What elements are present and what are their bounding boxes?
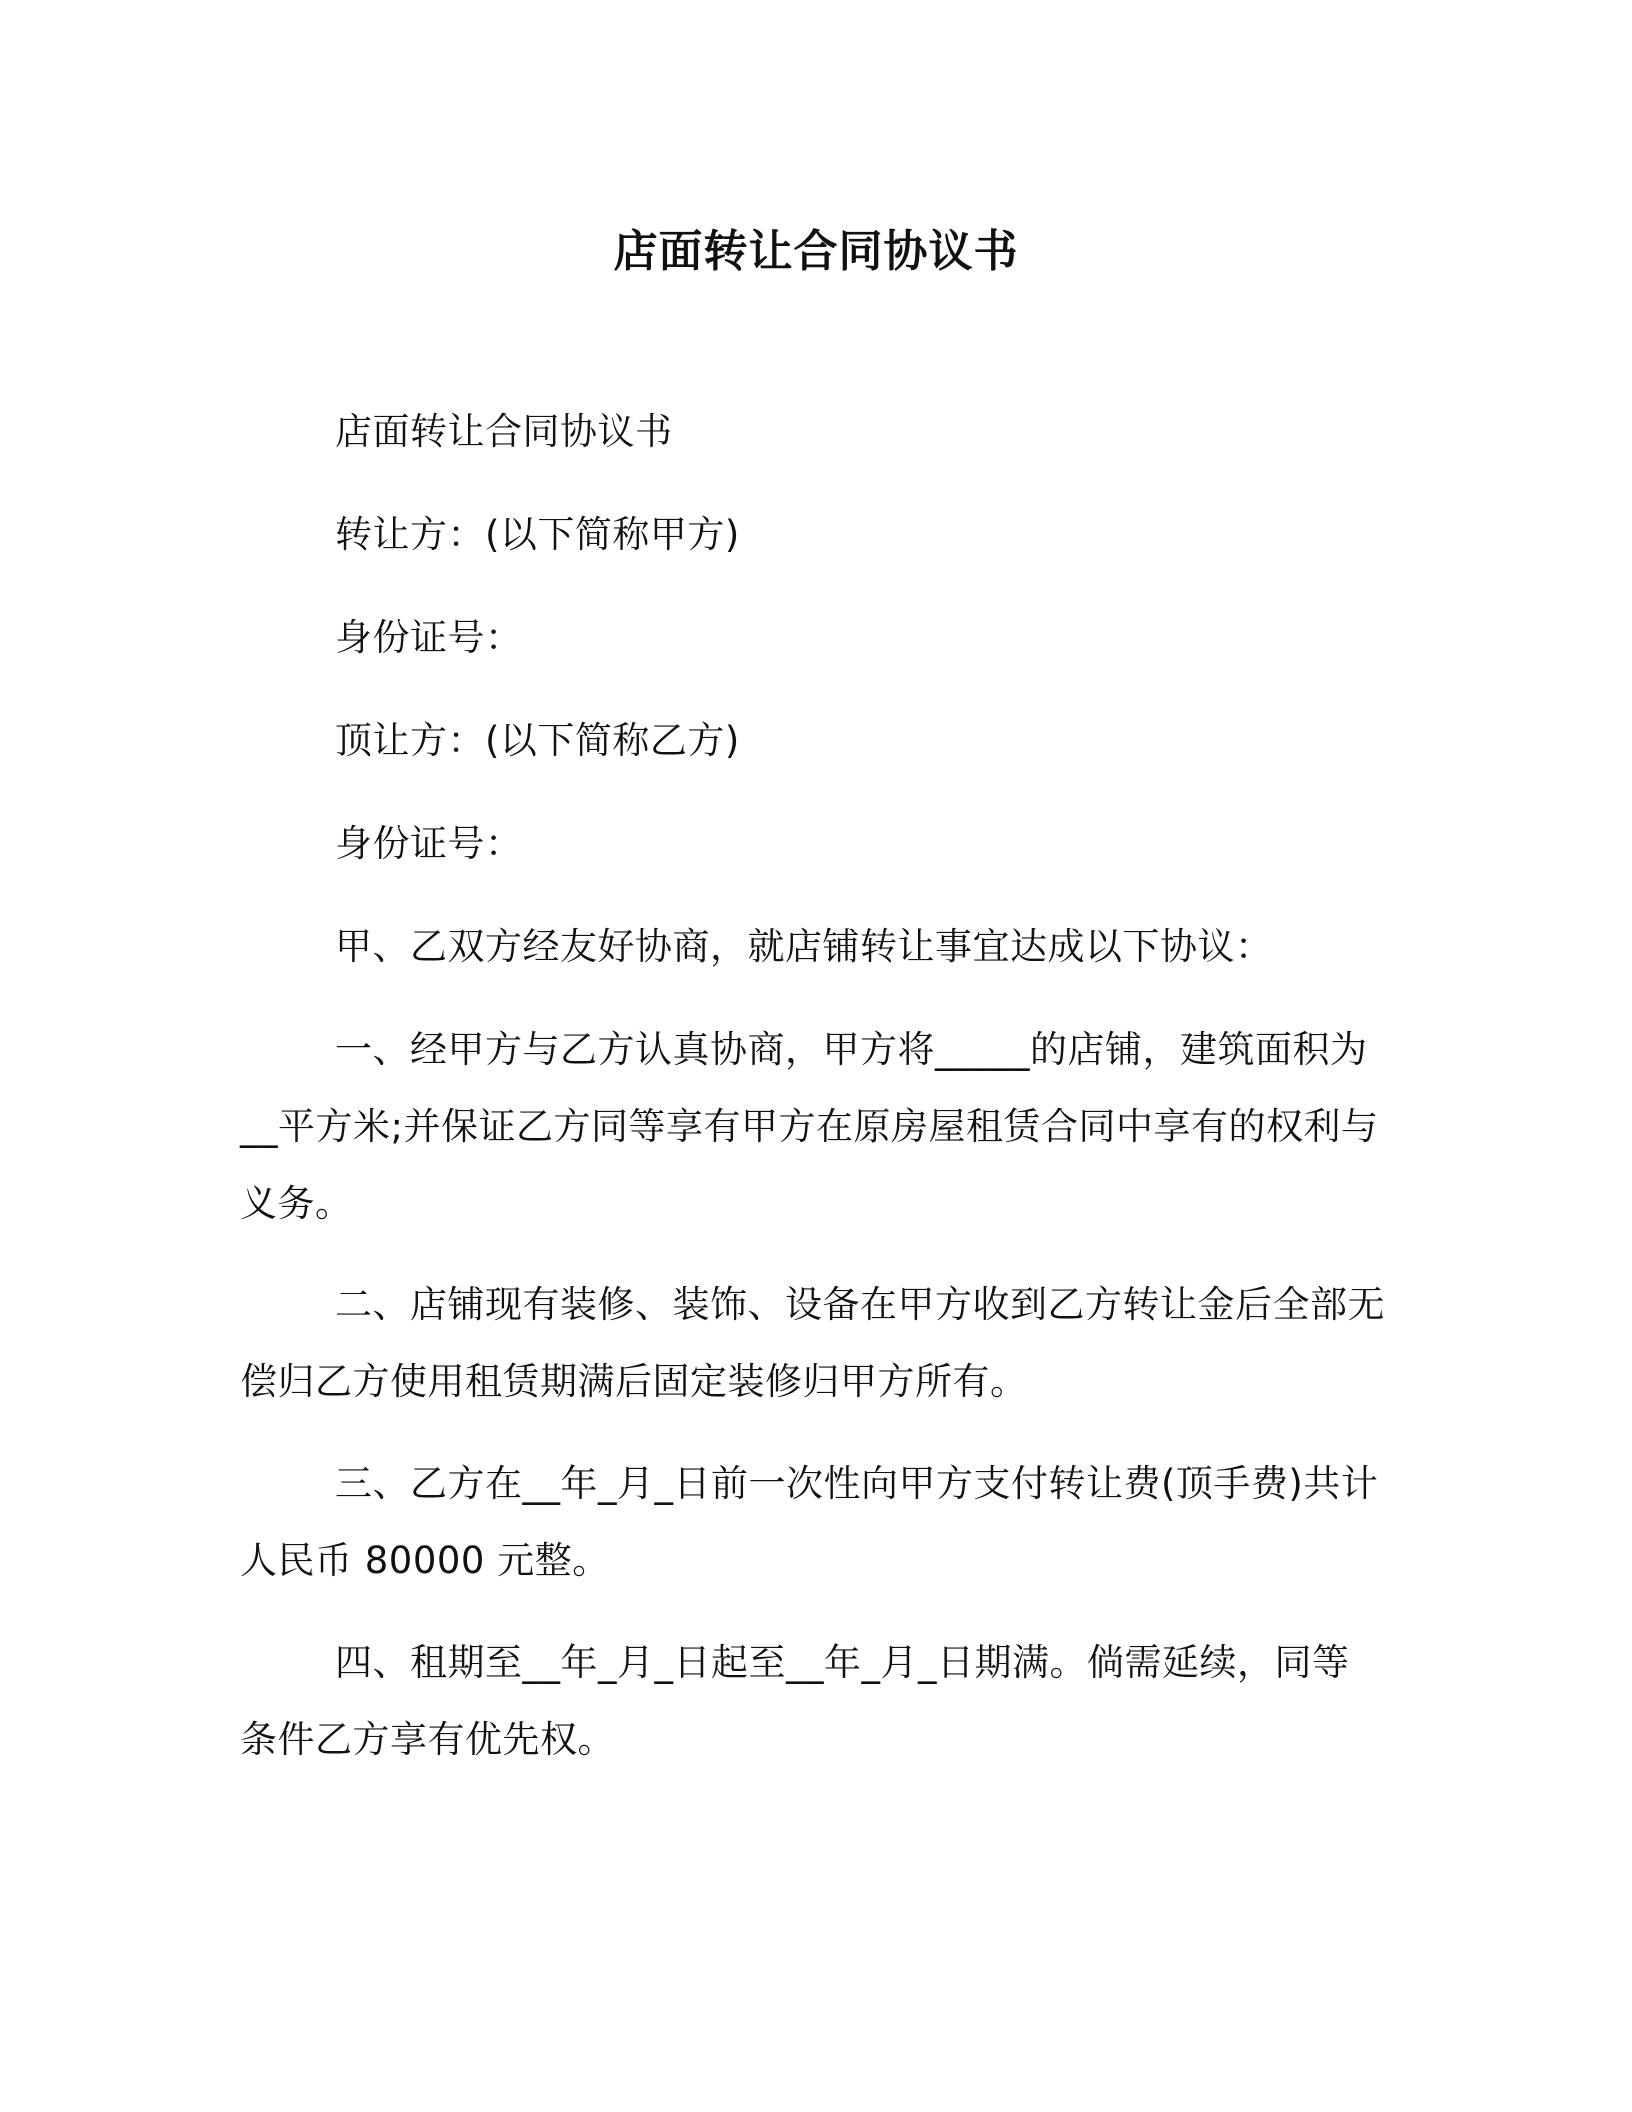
clause-2-line-1: 二、店铺现有装修、装饰、设备在甲方收到乙方转让金后全部无 — [335, 1283, 1385, 1326]
paragraph-transferee: 顶让方：(以下简称乙方) — [335, 719, 740, 762]
clause-1-line-3: 义务。 — [240, 1182, 353, 1225]
paragraph-transferor: 转让方：(以下简称甲方) — [335, 513, 740, 556]
paragraph-heading: 店面转让合同协议书 — [335, 410, 673, 453]
document-title: 店面转让合同协议书 — [613, 226, 1019, 277]
clause-3-line-2: 人民币 80000 元整。 — [240, 1539, 610, 1582]
clause-3-line-1: 三、乙方在__年_月_日前一次性向甲方支付转让费(顶手费)共计 — [335, 1462, 1379, 1505]
paragraph-transferee-id: 身份证号： — [335, 822, 523, 865]
clause-2-line-2: 偿归乙方使用租赁期满后固定装修归甲方所有。 — [240, 1360, 1028, 1403]
clause-4-line-1: 四、租期至__年_月_日起至__年_月_日期满。倘需延续，同等 — [335, 1641, 1350, 1684]
clause-1-line-2: __平方米;并保证乙方同等享有甲方在原房屋租赁合同中享有的权利与 — [240, 1105, 1379, 1148]
clause-4-line-2: 条件乙方享有优先权。 — [240, 1718, 615, 1761]
paragraph-transferor-id: 身份证号： — [335, 616, 523, 659]
clause-1-line-1: 一、经甲方与乙方认真协商，甲方将_____的店铺，建筑面积为 — [335, 1028, 1368, 1071]
paragraph-agreement-intro: 甲、乙双方经友好协商，就店铺转让事宜达成以下协议： — [335, 925, 1273, 968]
